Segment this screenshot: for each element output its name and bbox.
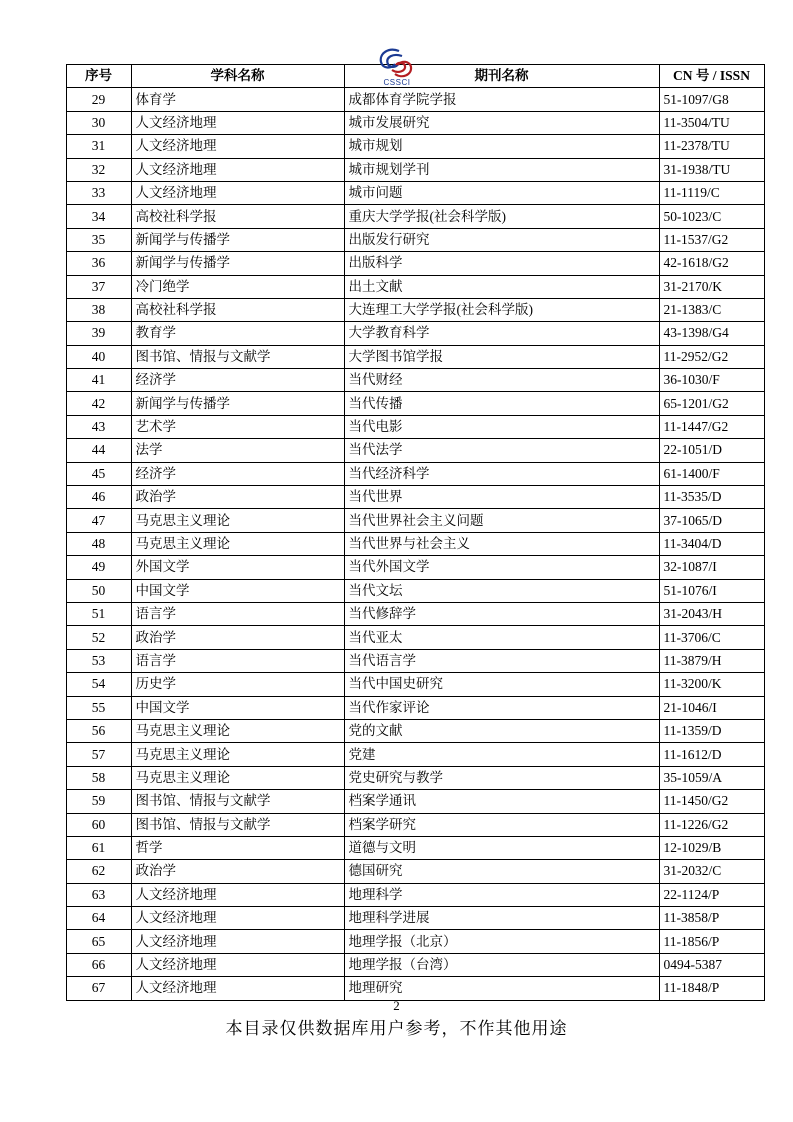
cell-journal: 当代作家评论 — [344, 696, 659, 719]
cell-cn: 11-1856/P — [659, 930, 764, 953]
cell-journal: 地理科学进展 — [344, 907, 659, 930]
table-row — [66, 158, 764, 181]
cell-discipline: 语言学 — [131, 649, 344, 672]
cell-cn: 11-1848/P — [659, 977, 764, 1000]
cell-discipline: 新闻学与传播学 — [131, 392, 344, 415]
table-row — [66, 415, 764, 438]
cell-no: 61 — [66, 836, 131, 859]
cell-discipline: 人文经济地理 — [131, 930, 344, 953]
cell-journal: 当代法学 — [344, 439, 659, 462]
cell-discipline: 马克思主义理论 — [131, 719, 344, 742]
cell-no: 65 — [66, 930, 131, 953]
cell-discipline: 哲学 — [131, 836, 344, 859]
cell-discipline: 冷门绝学 — [131, 275, 344, 298]
cell-journal: 当代经济科学 — [344, 462, 659, 485]
cell-no: 53 — [66, 649, 131, 672]
cell-no: 44 — [66, 439, 131, 462]
cell-no: 46 — [66, 486, 131, 509]
table-row — [66, 907, 764, 930]
cell-no: 57 — [66, 743, 131, 766]
cell-discipline: 人文经济地理 — [131, 953, 344, 976]
cell-discipline: 政治学 — [131, 860, 344, 883]
table-row — [66, 322, 764, 345]
cell-discipline: 人文经济地理 — [131, 135, 344, 158]
cell-cn: 11-1119/C — [659, 181, 764, 204]
table-row — [66, 509, 764, 532]
cell-discipline: 人文经济地理 — [131, 977, 344, 1000]
cell-cn: 37-1065/D — [659, 509, 764, 532]
cell-journal: 地理学报（台湾） — [344, 953, 659, 976]
cell-journal: 当代电影 — [344, 415, 659, 438]
table-row — [66, 673, 764, 696]
cell-journal: 成都体育学院学报 — [344, 88, 659, 111]
cell-discipline: 人文经济地理 — [131, 181, 344, 204]
cell-journal: 当代外国文学 — [344, 556, 659, 579]
cell-discipline: 语言学 — [131, 602, 344, 625]
cell-journal: 地理科学 — [344, 883, 659, 906]
cell-no: 37 — [66, 275, 131, 298]
table-row — [66, 556, 764, 579]
cell-discipline: 马克思主义理论 — [131, 509, 344, 532]
cell-cn: 65-1201/G2 — [659, 392, 764, 415]
cell-no: 30 — [66, 111, 131, 134]
cell-cn: 31-2170/K — [659, 275, 764, 298]
table-row — [66, 205, 764, 228]
journal-table-container — [66, 64, 750, 1001]
cell-discipline: 中国文学 — [131, 696, 344, 719]
cell-discipline: 新闻学与传播学 — [131, 228, 344, 251]
cell-no: 56 — [66, 719, 131, 742]
cell-cn: 11-3504/TU — [659, 111, 764, 134]
cell-cn: 11-1226/G2 — [659, 813, 764, 836]
cell-no: 31 — [66, 135, 131, 158]
table-row — [66, 135, 764, 158]
footer-note: 本目录仅供数据库用户参考，不作其他用途 — [225, 1019, 568, 1038]
cell-journal: 大学图书馆学报 — [344, 345, 659, 368]
cell-no: 43 — [66, 415, 131, 438]
cell-discipline: 艺术学 — [131, 415, 344, 438]
table-row — [66, 813, 764, 836]
cell-no: 36 — [66, 252, 131, 275]
cell-journal: 城市问题 — [344, 181, 659, 204]
cell-journal: 出版发行研究 — [344, 228, 659, 251]
table-row — [66, 111, 764, 134]
table-row — [66, 626, 764, 649]
cell-discipline: 新闻学与传播学 — [131, 252, 344, 275]
cell-no: 45 — [66, 462, 131, 485]
cssci-logo-icon — [369, 44, 425, 88]
cell-cn: 11-2378/TU — [659, 135, 764, 158]
cell-no: 67 — [66, 977, 131, 1000]
cell-no: 62 — [66, 860, 131, 883]
table-row — [66, 252, 764, 275]
table-body — [66, 88, 764, 1000]
table-row — [66, 743, 764, 766]
cell-cn: 22-1124/P — [659, 883, 764, 906]
cell-journal: 当代世界社会主义问题 — [344, 509, 659, 532]
cell-cn: 50-1023/C — [659, 205, 764, 228]
cell-discipline: 中国文学 — [131, 579, 344, 602]
cell-journal: 当代中国史研究 — [344, 673, 659, 696]
cell-journal: 当代传播 — [344, 392, 659, 415]
table-row — [66, 649, 764, 672]
cell-cn: 31-1938/TU — [659, 158, 764, 181]
cell-cn: 11-1447/G2 — [659, 415, 764, 438]
cell-no: 34 — [66, 205, 131, 228]
column-header-discipline: 学科名称 — [131, 65, 344, 88]
cell-no: 55 — [66, 696, 131, 719]
table-row — [66, 930, 764, 953]
cell-cn: 43-1398/G4 — [659, 322, 764, 345]
cell-discipline: 图书馆、情报与文献学 — [131, 345, 344, 368]
cell-cn: 12-1029/B — [659, 836, 764, 859]
cell-no: 52 — [66, 626, 131, 649]
cell-cn: 11-3535/D — [659, 486, 764, 509]
cell-cn: 22-1051/D — [659, 439, 764, 462]
cell-no: 39 — [66, 322, 131, 345]
cell-cn: 11-3404/D — [659, 532, 764, 555]
cell-journal: 党建 — [344, 743, 659, 766]
cell-cn: 31-2043/H — [659, 602, 764, 625]
table-row — [66, 486, 764, 509]
cell-cn: 42-1618/G2 — [659, 252, 764, 275]
cell-journal: 当代语言学 — [344, 649, 659, 672]
column-header-no: 序号 — [66, 65, 131, 88]
journal-table — [66, 64, 765, 1001]
table-row — [66, 439, 764, 462]
table-row — [66, 579, 764, 602]
cell-no: 54 — [66, 673, 131, 696]
cell-discipline: 政治学 — [131, 486, 344, 509]
cell-journal: 当代世界 — [344, 486, 659, 509]
cell-discipline: 马克思主义理论 — [131, 766, 344, 789]
table-row — [66, 860, 764, 883]
cell-no: 50 — [66, 579, 131, 602]
cell-no: 32 — [66, 158, 131, 181]
cell-discipline: 人文经济地理 — [131, 111, 344, 134]
cell-journal: 道德与文明 — [344, 836, 659, 859]
cell-no: 47 — [66, 509, 131, 532]
cell-journal: 德国研究 — [344, 860, 659, 883]
table-row — [66, 298, 764, 321]
cell-cn: 11-1612/D — [659, 743, 764, 766]
cell-discipline: 教育学 — [131, 322, 344, 345]
cell-discipline: 人文经济地理 — [131, 158, 344, 181]
cell-no: 60 — [66, 813, 131, 836]
cell-journal: 城市规划学刊 — [344, 158, 659, 181]
cell-journal: 党的文献 — [344, 719, 659, 742]
cell-journal: 档案学通讯 — [344, 790, 659, 813]
cell-journal: 出土文献 — [344, 275, 659, 298]
cell-no: 59 — [66, 790, 131, 813]
cell-cn: 11-3706/C — [659, 626, 764, 649]
cell-discipline: 人文经济地理 — [131, 907, 344, 930]
cell-journal: 地理研究 — [344, 977, 659, 1000]
cell-no: 38 — [66, 298, 131, 321]
column-header-cn: CN 号 / ISSN — [659, 65, 764, 88]
table-row — [66, 228, 764, 251]
cell-discipline: 历史学 — [131, 673, 344, 696]
column-header-journal: 期刊名称 — [344, 65, 659, 88]
table-row — [66, 532, 764, 555]
cell-journal: 地理学报（北京） — [344, 930, 659, 953]
cell-no: 42 — [66, 392, 131, 415]
cell-discipline: 体育学 — [131, 88, 344, 111]
cell-no: 66 — [66, 953, 131, 976]
table-row — [66, 88, 764, 111]
cell-cn: 32-1087/I — [659, 556, 764, 579]
svg-text:CSSCI: CSSCI — [383, 78, 410, 87]
table-row — [66, 953, 764, 976]
table-row — [66, 719, 764, 742]
cell-journal: 城市发展研究 — [344, 111, 659, 134]
cell-cn: 35-1059/A — [659, 766, 764, 789]
cell-discipline: 人文经济地理 — [131, 883, 344, 906]
cell-journal: 大连理工大学学报(社会科学版) — [344, 298, 659, 321]
cell-discipline: 经济学 — [131, 369, 344, 392]
cell-cn: 36-1030/F — [659, 369, 764, 392]
table-row — [66, 275, 764, 298]
cell-no: 33 — [66, 181, 131, 204]
table-row — [66, 602, 764, 625]
cell-cn: 11-3879/H — [659, 649, 764, 672]
cell-journal: 城市规划 — [344, 135, 659, 158]
cell-no: 49 — [66, 556, 131, 579]
cell-cn: 21-1046/I — [659, 696, 764, 719]
table-row — [66, 696, 764, 719]
cell-discipline: 马克思主义理论 — [131, 532, 344, 555]
cell-no: 48 — [66, 532, 131, 555]
table-row — [66, 883, 764, 906]
cell-cn: 31-2032/C — [659, 860, 764, 883]
cell-no: 51 — [66, 602, 131, 625]
table-row — [66, 369, 764, 392]
cell-discipline: 图书馆、情报与文献学 — [131, 813, 344, 836]
table-row — [66, 462, 764, 485]
cell-no: 64 — [66, 907, 131, 930]
table-row — [66, 790, 764, 813]
cell-journal: 当代世界与社会主义 — [344, 532, 659, 555]
cell-discipline: 政治学 — [131, 626, 344, 649]
cell-cn: 11-1537/G2 — [659, 228, 764, 251]
cell-journal: 当代亚太 — [344, 626, 659, 649]
cell-cn: 61-1400/F — [659, 462, 764, 485]
cell-cn: 51-1076/I — [659, 579, 764, 602]
cell-discipline: 高校社科学报 — [131, 298, 344, 321]
cell-journal: 重庆大学学报(社会科学版) — [344, 205, 659, 228]
cell-no: 58 — [66, 766, 131, 789]
cell-discipline: 高校社科学报 — [131, 205, 344, 228]
cell-cn: 11-3200/K — [659, 673, 764, 696]
cell-journal: 当代文坛 — [344, 579, 659, 602]
cell-no: 35 — [66, 228, 131, 251]
cell-journal: 大学教育科学 — [344, 322, 659, 345]
cell-no: 63 — [66, 883, 131, 906]
cell-discipline: 图书馆、情报与文献学 — [131, 790, 344, 813]
cell-journal: 档案学研究 — [344, 813, 659, 836]
table-row — [66, 836, 764, 859]
table-row — [66, 392, 764, 415]
cell-no: 41 — [66, 369, 131, 392]
table-row — [66, 345, 764, 368]
cell-discipline: 法学 — [131, 439, 344, 462]
cell-discipline: 外国文学 — [131, 556, 344, 579]
cell-no: 40 — [66, 345, 131, 368]
cell-cn: 11-1450/G2 — [659, 790, 764, 813]
cell-cn: 0494-5387 — [659, 953, 764, 976]
page-number: 2 — [393, 998, 400, 1013]
cell-discipline: 经济学 — [131, 462, 344, 485]
cell-cn: 11-1359/D — [659, 719, 764, 742]
table-row — [66, 181, 764, 204]
cell-journal: 当代修辞学 — [344, 602, 659, 625]
cell-cn: 11-3858/P — [659, 907, 764, 930]
cell-journal: 出版科学 — [344, 252, 659, 275]
cell-discipline: 马克思主义理论 — [131, 743, 344, 766]
cell-cn: 51-1097/G8 — [659, 88, 764, 111]
table-row — [66, 766, 764, 789]
cell-no: 29 — [66, 88, 131, 111]
cell-journal: 当代财经 — [344, 369, 659, 392]
table-row — [66, 977, 764, 1000]
cell-cn: 21-1383/C — [659, 298, 764, 321]
cell-cn: 11-2952/G2 — [659, 345, 764, 368]
cell-journal: 党史研究与教学 — [344, 766, 659, 789]
